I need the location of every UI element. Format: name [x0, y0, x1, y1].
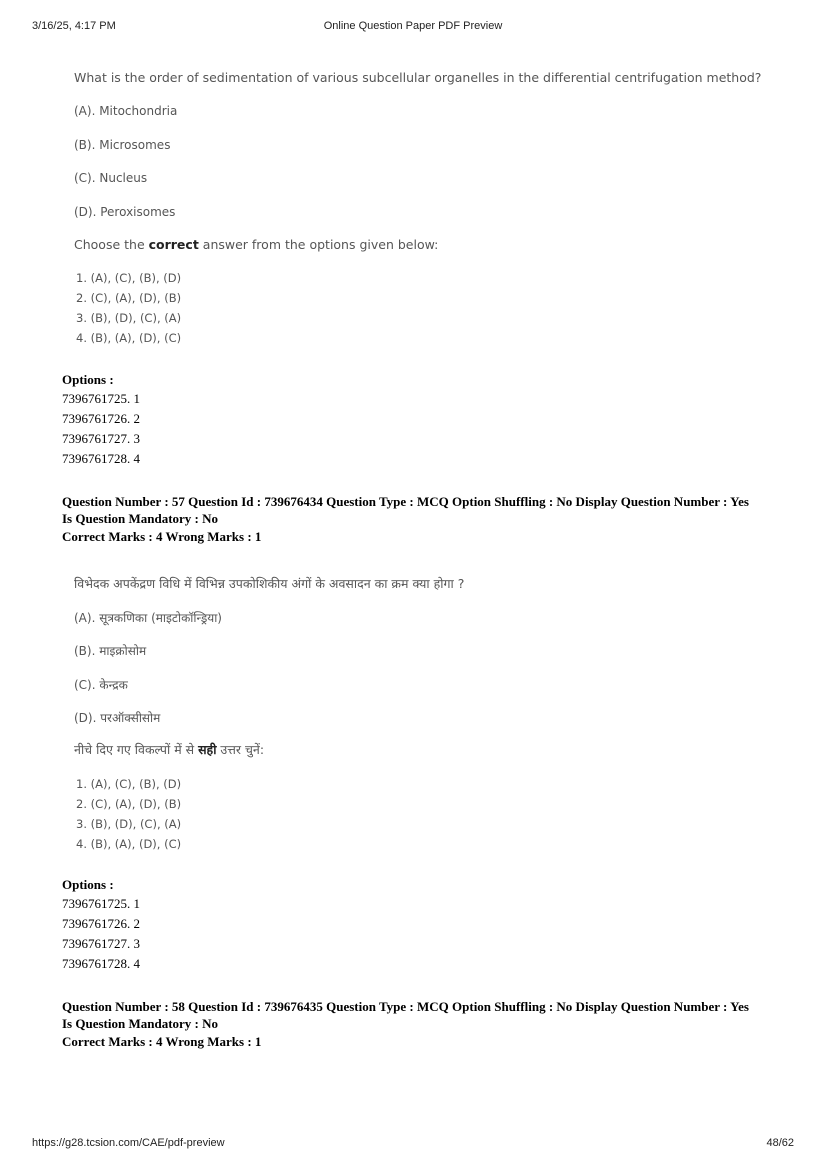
- answer-choice: 4. (B), (A), (D), (C): [76, 331, 182, 345]
- question-item-b-hi: (B). माइक्रोसोम: [74, 644, 147, 658]
- question-text-hi: विभेदक अपकेंद्रण विधि में विभिन्न उपकोशिकीय अंगों के अवसादन का क्रम क्या होगा ?: [74, 576, 465, 591]
- option-row: 7396761728. 4: [62, 451, 140, 466]
- option-row: 7396761728. 4: [62, 956, 140, 971]
- options-list: [62, 389, 140, 469]
- option-row: 7396761725. 1: [62, 391, 140, 406]
- answer-choice: 1. (A), (C), (B), (D): [76, 777, 182, 791]
- option-row: 7396761725. 1: [62, 896, 140, 911]
- choose-bold-hi: सही: [198, 742, 217, 757]
- answer-list-hi: [76, 774, 181, 854]
- option-row: 7396761727. 3: [62, 431, 140, 446]
- question-meta-line1: Question Number : 58 Question Id : 739676435 Question Type : MCQ Option Shuffling : No Display Question Number : Yes: [62, 999, 749, 1014]
- answer-choice: 4. (B), (A), (D), (C): [76, 837, 182, 851]
- question-item-a-hi: (A). सूत्रकणिका (माइटोकॉन्ड्रिया): [74, 611, 222, 625]
- answer-choice: 2. (C), (A), (D), (B): [76, 291, 182, 305]
- answer-list-en: [76, 268, 181, 348]
- print-title: Online Question Paper PDF Preview: [323, 20, 503, 32]
- choose-instruction-hi: नीचे दिए गए विकल्पों में से सही उत्तर चुनें:: [74, 742, 265, 757]
- question-meta-line1: Question Number : 57 Question Id : 739676434 Question Type : MCQ Option Shuffling : No Display Question Number : Yes: [62, 494, 749, 509]
- question-item-c-hi: (C). केन्द्रक: [74, 678, 128, 692]
- question-meta-line3: Correct Marks : 4 Wrong Marks : 1: [62, 1034, 262, 1049]
- options-label: Options :: [62, 877, 114, 892]
- option-row: 7396761727. 3: [62, 936, 140, 951]
- question-item-c-en: (C). Nucleus: [74, 171, 148, 185]
- answer-choice: 3. (B), (D), (C), (A): [76, 311, 182, 325]
- question-meta-line2: Is Question Mandatory : No: [62, 511, 219, 526]
- page-url: https://g28.tcsion.com/CAE/pdf-preview: [32, 1137, 225, 1149]
- choose-bold-en: correct: [148, 237, 199, 252]
- question-meta-line3: Correct Marks : 4 Wrong Marks : 1: [62, 529, 262, 544]
- option-row: 7396761726. 2: [62, 411, 140, 426]
- question-meta-line2: Is Question Mandatory : No: [62, 1016, 219, 1031]
- options-label: Options :: [62, 372, 114, 387]
- question-text-en: What is the order of sedimentation of various subcellular organelles in the differential centrifugation method?: [74, 70, 762, 85]
- question-57-meta: [62, 493, 782, 545]
- page-number: 48/62: [766, 1137, 794, 1149]
- answer-choice: 1. (A), (C), (B), (D): [76, 271, 182, 285]
- question-item-d-en: (D). Peroxisomes: [74, 205, 176, 219]
- answer-choice: 3. (B), (D), (C), (A): [76, 817, 182, 831]
- question-item-b-en: (B). Microsomes: [74, 138, 171, 152]
- question-item-a-en: (A). Mitochondria: [74, 104, 178, 118]
- options-list: [62, 894, 140, 974]
- question-58-meta: [62, 998, 782, 1050]
- question-item-d-hi: (D). परऑक्सीसोम: [74, 711, 161, 725]
- answer-choice: 2. (C), (A), (D), (B): [76, 797, 182, 811]
- option-row: 7396761726. 2: [62, 916, 140, 931]
- choose-instruction-en: Choose the correct answer from the options given below:: [74, 237, 439, 252]
- print-datetime: 3/16/25, 4:17 PM: [32, 20, 116, 32]
